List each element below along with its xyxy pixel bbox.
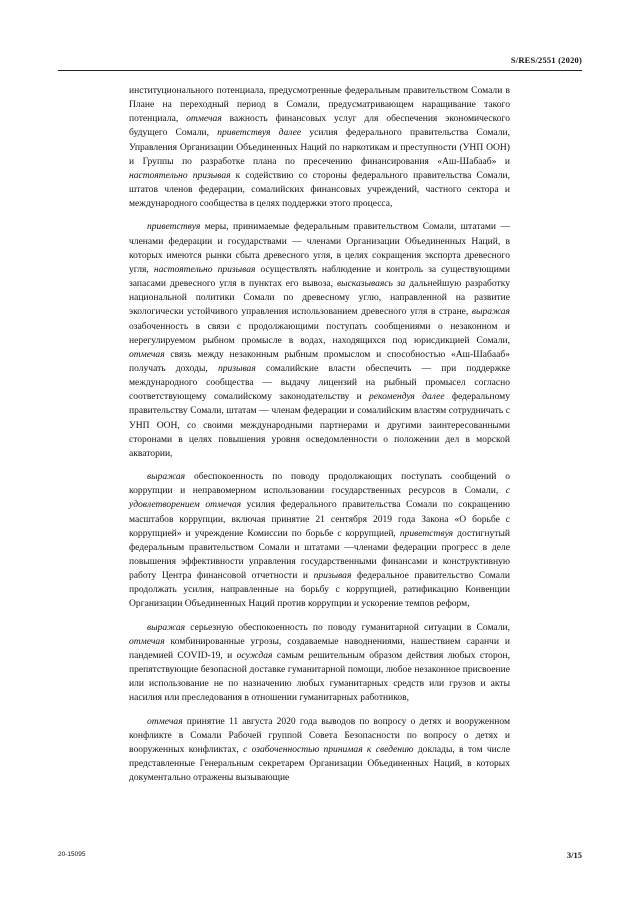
paragraph-4	[129, 621, 510, 706]
italic-phrase: настоятельно призывая	[129, 169, 231, 181]
italic-phrase: выражая	[147, 621, 186, 633]
italic-phrase: отмечая	[129, 635, 165, 647]
italic-phrase: высказываясь за	[336, 278, 406, 290]
text-run: достигнутый федеральным правительством Сомали и штатами —членами федерации прогресс в деле повышения эффективности управления государственными финансами и конструктивную работу Центра финансовой отчетности и	[129, 527, 510, 582]
text-run: федеральное правительство Сомали продолжать усилия, направленные на борьбу с коррупцией, ратификацию Конвенции Организации Объединенных Наций против коррупции и ускорение темпов реформ,	[129, 570, 510, 610]
text-run: озабоченность в связи с продолжающими поступать сообщениями о незаконном и нерегулируемом рыбном промысле в водах, находящихся под юрисдикцией Сомали,	[129, 320, 510, 346]
italic-phrase: приветствуя	[399, 527, 454, 539]
text-run: сомалийские власти обеспечить — при поддержке международного сообщества — выдачу лицензий на рыбный промысел согласно соответствующему сомалийскому законодательству и	[129, 362, 510, 403]
text-run: связь между незаконным рыбным промыслом и способностью «Аш-Шабааб» получать доходы,	[129, 348, 510, 374]
paragraph-2	[129, 220, 510, 461]
text-run: усилия федерального правительства Сомали по сокращению масштабов коррупции, включая принятие 21 сентября 2019 года Закона «О борьбе с коррупцией» и учреждение Комиссии по борьбе с коррупцией,	[129, 499, 510, 539]
text-run: самым решительным образом действия любых сторон, препятствующие безопасной доставке гуманитарной помощи, любое незаконное присвоение или использование не по назначению любых гуманитарных средств или грузов и акты насилия или преследования в отношении гуманитарных работников,	[129, 649, 510, 704]
italic-phrase: призывая	[313, 570, 352, 582]
text-run: меры, принимаемые федеральным правительством Сомали, штатами — членами федерации и государствами — членами Организации Объединенных Наций, в которых имеются рынки сбыта древесного угля, в целях сокращения экспорта древесного угля,	[129, 221, 510, 275]
italic-phrase: с озабоченностью принимая к сведению	[243, 743, 414, 755]
text-run: дальнейшую разработку национальной политики Сомали по древесному углю, направленной на развитие экологически устойчивого управления использованием древесного угля в стране,	[129, 278, 511, 318]
italic-phrase: осуждая	[236, 649, 273, 661]
italic-phrase: выражая	[471, 306, 510, 318]
italic-phrase: отмечая	[147, 715, 183, 727]
italic-phrase: отмечая	[186, 113, 222, 125]
text-run: обеспокоенность по поводу продолжающих поступать сообщений о коррупции и неправомерном использовании государственных ресурсов в Сомали,	[129, 471, 510, 497]
header-rule	[58, 70, 582, 71]
document-body	[129, 84, 510, 794]
paragraph-5	[129, 715, 510, 786]
document-symbol: S/RES/2551 (2020)	[510, 55, 582, 65]
paragraph-1	[129, 84, 510, 211]
italic-phrase: приветствуя	[147, 221, 201, 233]
page-number: 3/15	[566, 850, 582, 860]
italic-phrase: призывая	[217, 362, 256, 374]
text-run: осуществлять наблюдение и контроль за существующими запасами древесного угля в пунктах его вывоза,	[129, 263, 511, 290]
text-run: федеральному правительству Сомали, штатам — членам федерации и сомалийским властям сотрудничать с УНП ООН, со своими международными партнерами и другими заинтересованными сторонами в целях повышения уровня осведомленности о положении дел в морской акватории,	[129, 391, 510, 459]
italic-phrase: отмечая	[129, 348, 165, 360]
text-run: институционального потенциала, предусмотренные федеральным правительством Сомали в Плане на переходный период в Сомали, предусматривающем наращивание такого потенциала,	[129, 85, 510, 125]
text-run: к содействию со стороны федерального правительства Сомали, штатов членов федерации, сомалийских финансовых учреждений, частного сектора и международного сообщества в целях поддержки этого процесса,	[129, 169, 510, 210]
document-number: 20-15095	[58, 851, 86, 858]
italic-phrase: с удовлетворением отмечая	[129, 485, 510, 511]
text-run: доклады, в том числе представленные Генеральным секретарем Организации Объединенных Наций, в которых документально отражены вызывающие	[129, 743, 510, 784]
text-run: важность финансовых услуг для обеспечения экономического будущего Сомали,	[129, 113, 510, 139]
italic-phrase: настоятельно призывая	[153, 263, 256, 275]
text-run: усилия федерального правительства Сомали, Управления Организации Объединенных Наций по наркотикам и преступности (УНП ООН) и Группы по разработке плана по пресечению финансирования «Аш-Шабааб» и	[129, 127, 510, 167]
text-run: комбинированные угрозы, создаваемые наводнениями, нашествием саранчи и пандемией COVID-19, и	[129, 635, 510, 661]
italic-phrase: рекомендуя далее	[369, 391, 445, 403]
italic-phrase: приветствуя далее	[217, 127, 302, 139]
text-run: принятие 11 августа 2020 года выводов по вопросу о детях и вооруженном конфликте в Сомали Рабочей группой Совета Безопасности по вопросу о детях и вооруженных конфликтах,	[129, 715, 510, 755]
italic-phrase: выражая	[147, 471, 186, 483]
paragraph-3	[129, 470, 510, 612]
text-run: серьезную обеспокоенность по поводу гуманитарной ситуации в Сомали,	[185, 621, 510, 633]
